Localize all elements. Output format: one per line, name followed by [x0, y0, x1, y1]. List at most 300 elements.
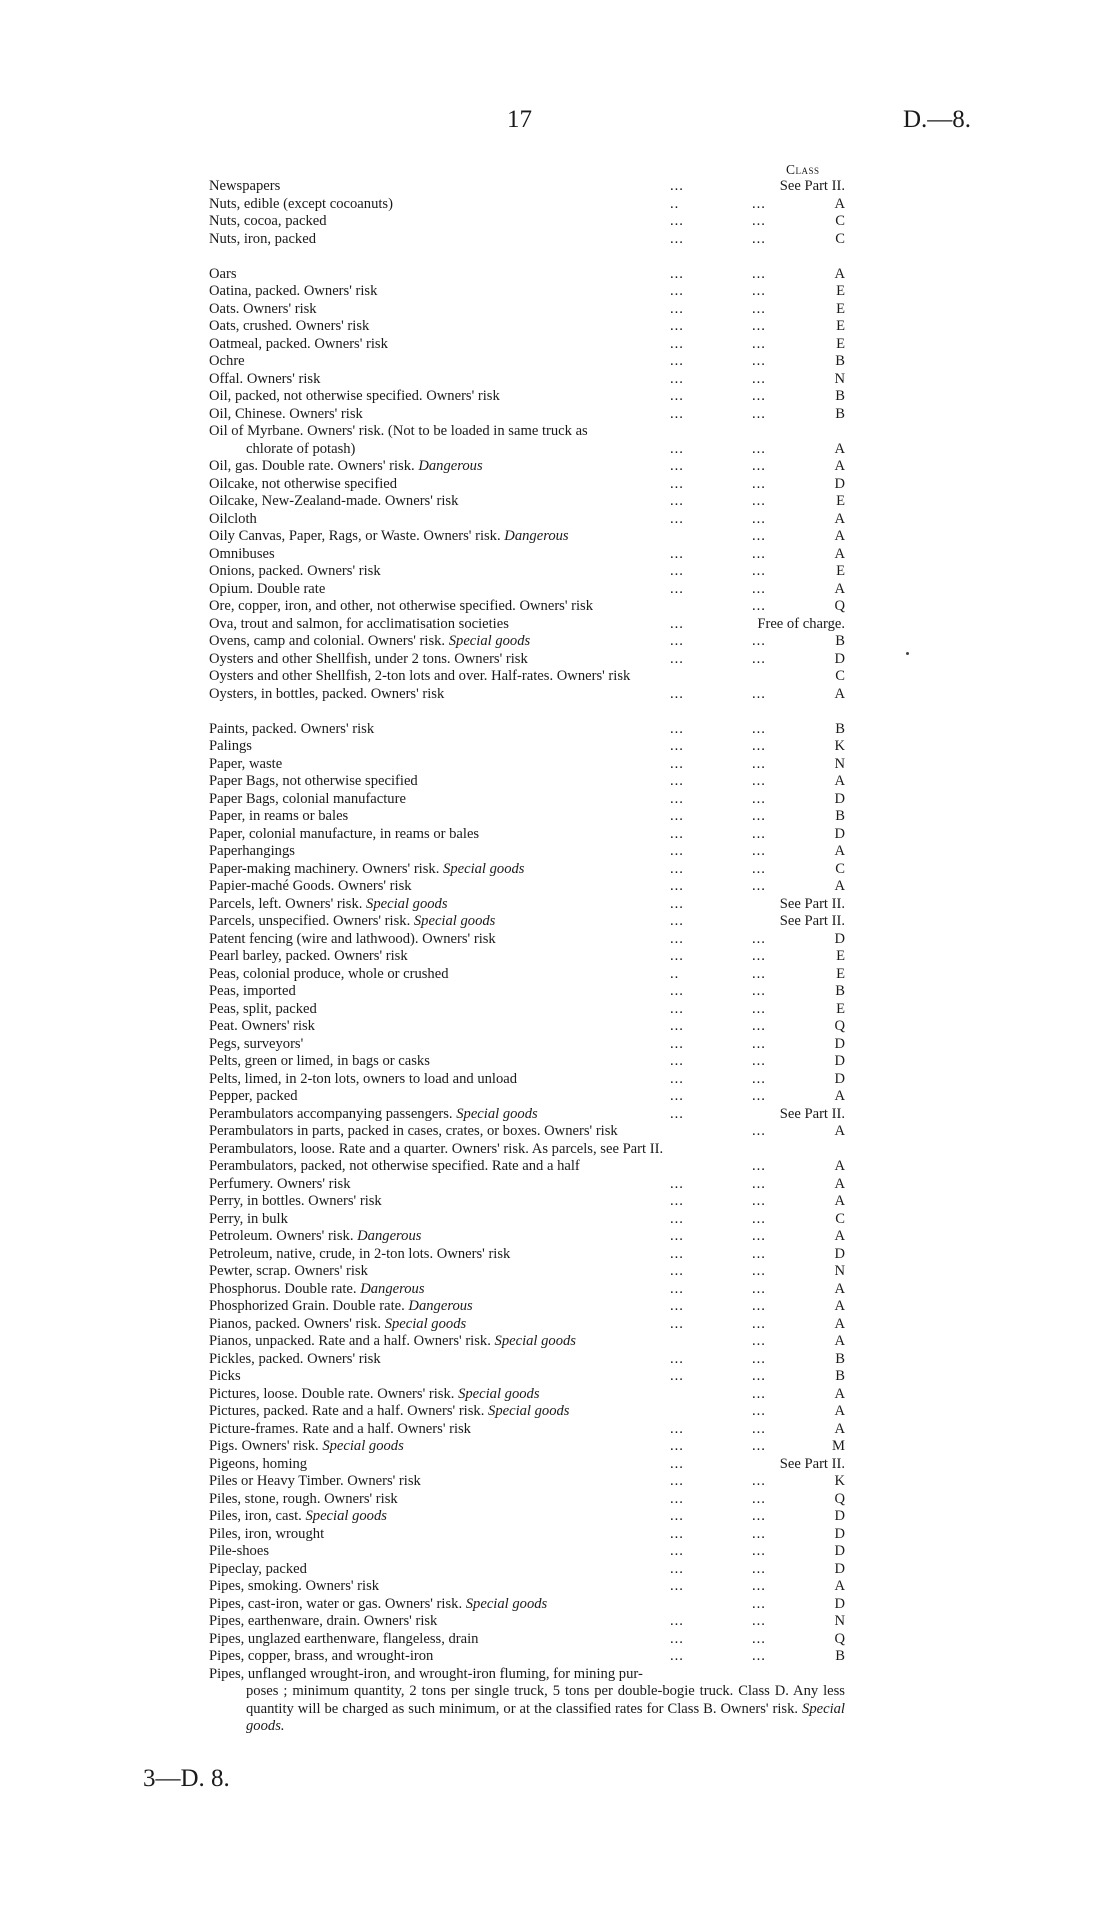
- entry-note-italic: Special goods: [366, 895, 448, 912]
- table-row: [209, 1456, 845, 1474]
- leader-dots: ...: [670, 493, 684, 509]
- leader-dots: ...: [670, 930, 684, 947]
- leader-dots: ...: [752, 1438, 766, 1454]
- entry-note-italic: Special goods: [458, 1385, 540, 1402]
- entry-description: Perry, in bottles. Owners' risk: [209, 1193, 382, 1209]
- leader-dots: ...: [670, 388, 684, 404]
- class-value: See Part II.: [779, 913, 845, 929]
- table-row: [209, 738, 845, 756]
- table-row: [209, 213, 845, 231]
- table-row: [209, 1211, 845, 1229]
- entry-description: Peas, split, packed: [209, 1000, 317, 1017]
- table-row: [209, 1141, 845, 1159]
- table-row: [209, 441, 845, 459]
- leader-dots: ...: [670, 1053, 684, 1069]
- entry-description: Nuts, cocoa, packed: [209, 213, 327, 229]
- leader-dots: ...: [752, 335, 766, 352]
- leader-dots: ...: [752, 370, 766, 387]
- entry-description: Ochre: [209, 353, 245, 369]
- entry-description: Oats, crushed. Owners' risk: [209, 318, 370, 334]
- leader-dots: ...: [670, 948, 684, 964]
- entry-description: Parcels, left. Owners' risk. Special goods: [209, 895, 448, 912]
- entry-description: Palings: [209, 738, 252, 754]
- entry-description: Oatina, packed. Owners' risk: [209, 283, 378, 299]
- table-row: [209, 1106, 845, 1124]
- entry-description: Pipeclay, packed: [209, 1560, 307, 1577]
- class-value: D: [834, 930, 845, 947]
- leader-dots: ...: [752, 1018, 766, 1034]
- entry-description: Newspapers: [209, 178, 281, 194]
- entry-description: Oars: [209, 265, 237, 282]
- leader-dots: ...: [752, 1035, 766, 1052]
- leader-dots: ...: [670, 1000, 684, 1017]
- class-value: A: [834, 1315, 845, 1332]
- class-value: N: [834, 1613, 845, 1629]
- leader-dots: ...: [670, 1228, 684, 1244]
- class-value: A: [834, 843, 845, 859]
- leader-dots: ...: [752, 1315, 766, 1332]
- entry-note-italic: Dangerous: [360, 1280, 425, 1297]
- table-row: [209, 616, 845, 634]
- entry-description: Nuts, iron, packed: [209, 230, 316, 247]
- class-value: K: [834, 1473, 845, 1489]
- entry-note-italic: Special goods: [494, 1333, 576, 1349]
- entry-note-italic: Special goods: [448, 633, 531, 649]
- table-row: [209, 983, 845, 1001]
- leader-dots: ...: [670, 1473, 684, 1489]
- class-value: Q: [834, 598, 845, 614]
- leader-dots: ...: [752, 563, 766, 579]
- leader-dots: ...: [670, 1560, 684, 1577]
- class-value: See Part II.: [779, 1105, 845, 1122]
- leader-dots: ...: [752, 860, 766, 877]
- table-row: [209, 371, 845, 389]
- entry-description: Perambulators, loose. Rate and a quarter. Owners' risk. As parcels, see Part II.: [209, 1140, 664, 1157]
- leader-dots: ...: [752, 580, 766, 597]
- table-row: [209, 598, 845, 616]
- leader-dots: ...: [670, 650, 684, 667]
- leader-dots: ...: [752, 930, 766, 947]
- table-row: [209, 1491, 845, 1509]
- entry-description: Pigs. Owners' risk. Special goods: [209, 1438, 404, 1454]
- entry-description: Pelts, green or limed, in bags or casks: [209, 1053, 430, 1069]
- entry-description: Oats. Owners' risk: [209, 300, 317, 317]
- leader-dots: ...: [752, 878, 766, 894]
- class-value: B: [835, 1368, 845, 1384]
- table-row: [209, 511, 845, 529]
- entry-description: Perfumery. Owners' risk: [209, 1175, 351, 1192]
- class-value: See Part II.: [779, 895, 845, 912]
- leader-dots: ...: [752, 528, 766, 544]
- class-value: D: [834, 650, 845, 667]
- leader-dots: ...: [752, 965, 766, 982]
- leader-dots: ...: [670, 1210, 684, 1227]
- table-row: [209, 388, 845, 406]
- class-value: B: [835, 808, 845, 824]
- leader-dots: ...: [670, 790, 684, 807]
- class-value: A: [834, 528, 845, 544]
- leader-dots: ...: [670, 1263, 684, 1279]
- entry-description: Pelts, limed, in 2-ton lots, owners to load and unload: [209, 1070, 518, 1087]
- leader-dots: ...: [752, 720, 766, 737]
- leader-dots: ...: [752, 353, 766, 369]
- entry-description: Paper-making machinery. Owners' risk. Special goods: [209, 860, 525, 877]
- table-row: [209, 1386, 845, 1404]
- final-note: [209, 1666, 845, 1736]
- leader-dots: ...: [752, 1473, 766, 1489]
- leader-dots: ...: [670, 335, 684, 352]
- table-row: [209, 878, 845, 896]
- table-row: [209, 913, 845, 931]
- class-value: D: [834, 1595, 845, 1612]
- entry-description: Oilcloth: [209, 510, 257, 527]
- class-value: A: [834, 580, 845, 597]
- leader-dots: ...: [752, 1578, 766, 1594]
- leader-dots: ...: [752, 1088, 766, 1104]
- entry-description: Opium. Double rate: [209, 580, 326, 597]
- leader-dots: ...: [752, 948, 766, 964]
- leader-dots: ...: [752, 300, 766, 317]
- class-value: A: [834, 1333, 845, 1349]
- table-row: [209, 1316, 845, 1334]
- entry-description: Omnibuses: [209, 545, 275, 562]
- class-value: A: [834, 1123, 845, 1139]
- class-value: See Part II.: [779, 1455, 845, 1472]
- class-value: A: [834, 1420, 845, 1437]
- leader-dots: ...: [670, 633, 684, 649]
- leader-dots: ...: [670, 1490, 684, 1507]
- table-row: [209, 1351, 845, 1369]
- entry-description: Pipes, cast-iron, water or gas. Owners' risk. Special goods: [209, 1595, 548, 1612]
- class-value: D: [834, 1508, 845, 1524]
- table-row: [209, 966, 845, 984]
- entry-description: Oil, packed, not otherwise specified. Owners' risk: [209, 388, 500, 404]
- leader-dots: ...: [670, 1088, 684, 1104]
- class-value: D: [834, 1035, 845, 1052]
- entry-description: Paper, waste: [209, 755, 283, 772]
- table-row: [209, 1438, 845, 1456]
- class-value: B: [835, 353, 845, 369]
- entry-description: Pipes, unglazed earthenware, flangeless, drain: [209, 1630, 479, 1647]
- class-value: B: [835, 405, 845, 422]
- table-row: [209, 423, 845, 441]
- leader-dots: ...: [752, 1508, 766, 1524]
- table-row: [209, 563, 845, 581]
- table-row: [209, 1421, 845, 1439]
- leader-dots: ...: [670, 1298, 684, 1314]
- class-value: D: [834, 1053, 845, 1069]
- entry-description: Ova, trout and salmon, for acclimatisation societies: [209, 615, 509, 632]
- leader-dots: ...: [752, 1228, 766, 1244]
- class-value: A: [834, 1175, 845, 1192]
- table-row: [209, 301, 845, 319]
- entry-description: Offal. Owners' risk: [209, 370, 321, 387]
- entry-description: Pewter, scrap. Owners' risk: [209, 1263, 368, 1279]
- leader-dots: ...: [752, 1350, 766, 1367]
- entry-note-italic: Special goods: [384, 1315, 467, 1332]
- leader-dots: ...: [752, 598, 766, 614]
- class-value: B: [835, 388, 845, 404]
- entry-group: [209, 266, 845, 704]
- leader-dots: ...: [670, 405, 684, 422]
- leader-dots: ...: [752, 1175, 766, 1192]
- leader-dots: ...: [670, 563, 684, 579]
- final-note-continuation: poses ; minimum quantity, 2 tons per single truck, 5 tons per double-bogie truck. Class D. Any less quantity will be charged as such minimum, or at the classified rates for Class B. Owners' risk. Special goods.: [246, 1683, 845, 1734]
- leader-dots: ...: [752, 1245, 766, 1262]
- table-row: [209, 178, 845, 196]
- sheet-signature: 3—D. 8.: [143, 1765, 230, 1792]
- leader-dots: ...: [670, 580, 684, 597]
- leader-dots: ...: [752, 1630, 766, 1647]
- leader-dots: ...: [752, 1070, 766, 1087]
- table-row: [209, 1508, 845, 1526]
- entry-description: Paper, colonial manufacture, in reams or bales: [209, 825, 480, 842]
- class-value: A: [834, 510, 845, 527]
- table-row: [209, 318, 845, 336]
- table-row: [209, 1001, 845, 1019]
- entry-note-italic: Special goods: [465, 1595, 548, 1612]
- table-row: [209, 581, 845, 599]
- leader-dots: ...: [752, 1000, 766, 1017]
- table-row: [209, 721, 845, 739]
- table-row: [209, 861, 845, 879]
- class-value: K: [834, 738, 845, 754]
- table-row: [209, 283, 845, 301]
- class-value: D: [834, 1560, 845, 1577]
- leader-dots: ...: [752, 1298, 766, 1314]
- leader-dots: ...: [752, 1648, 766, 1664]
- leader-dots: ..: [670, 195, 680, 212]
- leader-dots: ...: [670, 510, 684, 527]
- leader-dots: ...: [752, 1560, 766, 1577]
- leader-dots: ...: [670, 265, 684, 282]
- class-value: B: [835, 633, 845, 649]
- leader-dots: ...: [752, 773, 766, 789]
- leader-dots: ...: [670, 1315, 684, 1332]
- entry-description: Pictures, packed. Rate and a half. Owners' risk. Special goods: [209, 1403, 570, 1419]
- class-value: E: [836, 948, 845, 964]
- table-row: [209, 1368, 845, 1386]
- class-value: A: [834, 458, 845, 474]
- entry-description: Perambulators accompanying passengers. Special goods: [209, 1105, 538, 1122]
- entry-description: Perambulators in parts, packed in cases, crates, or boxes. Owners' risk: [209, 1123, 618, 1139]
- entry-description: Patent fencing (wire and lathwood). Owners' risk: [209, 930, 496, 947]
- leader-dots: ...: [752, 1053, 766, 1069]
- class-value: Free of charge.: [757, 615, 845, 632]
- leader-dots: ...: [670, 545, 684, 562]
- entry-description: Perambulators, packed, not otherwise specified. Rate and a half: [209, 1158, 580, 1174]
- class-value: A: [834, 1280, 845, 1297]
- leader-dots: ...: [670, 878, 684, 894]
- table-row: [209, 1036, 845, 1054]
- table-row: [209, 476, 845, 494]
- leader-dots: ...: [670, 370, 684, 387]
- leader-dots: ...: [752, 738, 766, 754]
- leader-dots: ...: [752, 493, 766, 509]
- table-row: [209, 896, 845, 914]
- class-value: E: [836, 965, 845, 982]
- class-value: A: [834, 1193, 845, 1209]
- leader-dots: ...: [752, 1368, 766, 1384]
- table-row: [209, 1333, 845, 1351]
- entry-group: [209, 178, 845, 248]
- table-row: [209, 1123, 845, 1141]
- leader-dots: ...: [752, 1403, 766, 1419]
- leader-dots: ...: [670, 808, 684, 824]
- table-row: [209, 1648, 845, 1666]
- leader-dots: ...: [752, 790, 766, 807]
- entry-note-italic: Special goods: [443, 860, 525, 877]
- leader-dots: ...: [752, 1385, 766, 1402]
- leader-dots: ...: [670, 1630, 684, 1647]
- class-value: C: [835, 230, 845, 247]
- entry-description: Peas, colonial produce, whole or crushed: [209, 965, 449, 982]
- class-value: B: [835, 720, 845, 737]
- class-value: C: [835, 668, 845, 684]
- entry-description: Oatmeal, packed. Owners' risk: [209, 335, 388, 352]
- leader-dots: ...: [670, 1455, 684, 1472]
- table-row: [209, 668, 845, 686]
- entry-description: Oily Canvas, Paper, Rags, or Waste. Owners' risk. Dangerous: [209, 528, 569, 544]
- class-value: D: [834, 475, 845, 492]
- table-row: [209, 1473, 845, 1491]
- table-row: [209, 353, 845, 371]
- table-row: [209, 1018, 845, 1036]
- entry-note-italic: Dangerous: [504, 528, 569, 544]
- class-value: E: [836, 563, 845, 579]
- leader-dots: ...: [752, 808, 766, 824]
- leader-dots: ...: [752, 1123, 766, 1139]
- leader-dots: ...: [670, 458, 684, 474]
- table-row: [209, 1158, 845, 1176]
- class-value: Q: [834, 1018, 845, 1034]
- leader-dots: ...: [670, 738, 684, 754]
- class-value: D: [834, 790, 845, 807]
- entry-note-italic: Special goods: [322, 1438, 404, 1454]
- class-value: E: [836, 335, 845, 352]
- entry-description: Onions, packed. Owners' risk: [209, 563, 381, 579]
- leader-dots: ...: [670, 1035, 684, 1052]
- class-value: A: [834, 1298, 845, 1314]
- table-row: [209, 686, 845, 704]
- leader-dots: ...: [752, 1210, 766, 1227]
- document-reference: D.—8.: [903, 106, 972, 133]
- table-row: [209, 231, 845, 249]
- leader-dots: ...: [670, 983, 684, 999]
- entry-description: Piles or Heavy Timber. Owners' risk: [209, 1473, 421, 1489]
- class-value: A: [834, 1088, 845, 1104]
- leader-dots: ...: [670, 825, 684, 842]
- leader-dots: ...: [752, 475, 766, 492]
- leader-dots: ...: [752, 265, 766, 282]
- leader-dots: ...: [670, 1543, 684, 1559]
- leader-dots: ...: [752, 825, 766, 842]
- table-row: [209, 633, 845, 651]
- leader-dots: ...: [670, 283, 684, 299]
- final-note-italic: Special goods.: [246, 1700, 845, 1734]
- entry-description: Pictures, loose. Double rate. Owners' risk. Special goods: [209, 1385, 540, 1402]
- class-value: A: [834, 878, 845, 894]
- class-value: C: [835, 213, 845, 229]
- leader-dots: ...: [752, 1490, 766, 1507]
- entry-description: Oysters, in bottles, packed. Owners' risk: [209, 685, 445, 702]
- leader-dots: ...: [670, 1193, 684, 1209]
- entry-description: Perry, in bulk: [209, 1210, 288, 1227]
- entry-description: Peas, imported: [209, 983, 296, 999]
- leader-dots: ...: [670, 720, 684, 737]
- leader-dots: ...: [670, 475, 684, 492]
- leader-dots: ...: [670, 895, 684, 912]
- leader-dots: ...: [670, 1018, 684, 1034]
- leader-dots: ...: [752, 318, 766, 334]
- leader-dots: ...: [670, 213, 684, 229]
- leader-dots: ...: [670, 440, 684, 457]
- stray-mark: [906, 652, 909, 655]
- leader-dots: ...: [670, 1508, 684, 1524]
- leader-dots: ...: [670, 318, 684, 334]
- leader-dots: ..: [670, 965, 680, 982]
- leader-dots: ...: [752, 1543, 766, 1559]
- leader-dots: ...: [670, 755, 684, 772]
- class-value: D: [834, 1070, 845, 1087]
- leader-dots: ...: [670, 843, 684, 859]
- table-row: [209, 773, 845, 791]
- table-row: [209, 1543, 845, 1561]
- class-value: E: [836, 1000, 845, 1017]
- entry-description: Paper Bags, not otherwise specified: [209, 773, 418, 789]
- leader-dots: ...: [752, 685, 766, 702]
- table-row: [209, 948, 845, 966]
- entry-group: [209, 721, 845, 1666]
- tariff-entries: [209, 178, 845, 1736]
- class-value: D: [834, 1525, 845, 1542]
- leader-dots: ...: [752, 510, 766, 527]
- entry-description: Pile-shoes: [209, 1543, 269, 1559]
- entry-note-italic: Dangerous: [418, 458, 483, 474]
- entry-note-italic: Dangerous: [357, 1228, 422, 1244]
- entry-description: Ovens, camp and colonial. Owners' risk. Special goods: [209, 633, 531, 649]
- entry-note-italic: Special goods: [413, 913, 496, 929]
- table-row: [209, 931, 845, 949]
- leader-dots: ...: [670, 685, 684, 702]
- leader-dots: ...: [670, 1368, 684, 1384]
- class-value: B: [835, 983, 845, 999]
- entry-note-italic: Special goods: [305, 1508, 387, 1524]
- class-value: A: [834, 1385, 845, 1402]
- entry-description: Phosphorized Grain. Double rate. Dangerous: [209, 1298, 473, 1314]
- class-value: A: [834, 1228, 845, 1244]
- leader-dots: ...: [752, 1525, 766, 1542]
- table-row: [209, 406, 845, 424]
- entry-description: Picks: [209, 1368, 241, 1384]
- class-value: B: [835, 1648, 845, 1664]
- leader-dots: ...: [752, 1420, 766, 1437]
- leader-dots: ...: [670, 300, 684, 317]
- entry-description: Oilcake, New-Zealand-made. Owners' risk: [209, 493, 459, 509]
- entry-description: Oil, gas. Double rate. Owners' risk. Dangerous: [209, 458, 483, 474]
- table-row: [209, 493, 845, 511]
- entry-note-italic: Special goods: [488, 1403, 570, 1419]
- leader-dots: ...: [670, 1350, 684, 1367]
- final-note-first-line: Pipes, unflanged wrought-iron, and wrought-iron fluming, for mining pur-: [209, 1665, 643, 1682]
- table-row: [209, 196, 845, 214]
- class-value: A: [834, 440, 845, 457]
- table-row: [209, 1631, 845, 1649]
- leader-dots: ...: [670, 230, 684, 247]
- table-row: [209, 546, 845, 564]
- leader-dots: ...: [752, 230, 766, 247]
- class-value: Q: [834, 1630, 845, 1647]
